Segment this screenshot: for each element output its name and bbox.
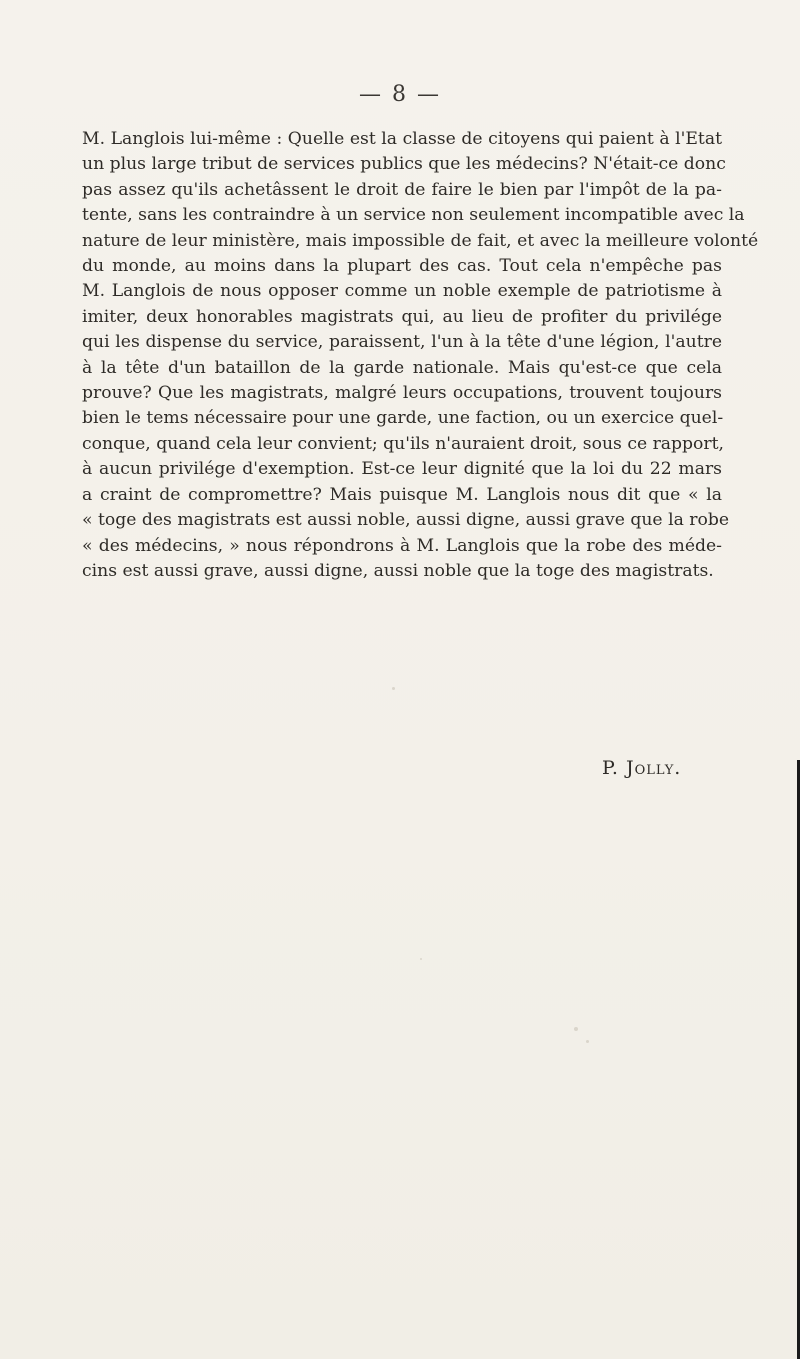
text-line: « toge des magistrats est aussi noble, aussi digne, aussi grave que la robe	[82, 510, 730, 531]
paper-speck	[420, 958, 422, 960]
text-line: pas assez qu'ils achetâssent le droit de faire le bien par l'impôt de la pa-	[82, 179, 722, 200]
paper-speck	[574, 1027, 578, 1031]
text-line: « des médecins, » nous répondrons à M. Langlois que la robe des méde-	[82, 535, 722, 556]
text-line: prouve? Que les magistrats, malgré leurs occupations, trouvent toujours	[82, 383, 722, 404]
text-line: à la tête d'un bataillon de la garde nationale. Mais qu'est-ce que cela	[82, 357, 722, 378]
text-line: du monde, au moins dans la plupart des cas. Tout cela n'empêche pas	[82, 256, 722, 277]
text-line: conque, quand cela leur convient; qu'ils n'auraient droit, sous ce rapport,	[82, 433, 724, 454]
text-line: qui les dispense du service, paraissent, l'un à la tête d'une légion, l'autre	[82, 332, 722, 353]
text-line: cins est aussi grave, aussi digne, aussi noble que la toge des magistrats.	[82, 560, 714, 581]
body-paragraph	[82, 127, 759, 584]
text-line: bien le tems nécessaire pour une garde, une faction, ou un exercice quel-	[82, 408, 724, 429]
text-line: M. Langlois de nous opposer comme un noble exemple de patriotisme à	[82, 281, 722, 302]
text-line: a craint de compromettre? Mais puisque M. Langlois nous dit que « la	[82, 484, 722, 505]
page-number: — 8 —	[359, 82, 441, 107]
text-line: M. Langlois lui-même : Quelle est la classe de citoyens qui paient à l'Etat	[82, 129, 722, 149]
paper-speck	[586, 1040, 589, 1043]
text-line: imiter, deux honorables magistrats qui, au lieu de profiter du privilége	[82, 306, 722, 327]
text-line: à aucun privilége d'exemption. Est-ce leur dignité que la loi du 22 mars	[82, 459, 722, 480]
text-line: un plus large tribut de services publics que les médecins? N'était-ce donc	[82, 154, 726, 175]
text-line: nature de leur ministère, mais impossible de fait, et avec la meilleure volonté	[82, 230, 759, 251]
paper-speck	[392, 687, 395, 690]
text-line: tente, sans les contraindre à un service non seulement incompatible avec la	[82, 205, 745, 226]
signature: P. Jolly.	[602, 757, 682, 779]
